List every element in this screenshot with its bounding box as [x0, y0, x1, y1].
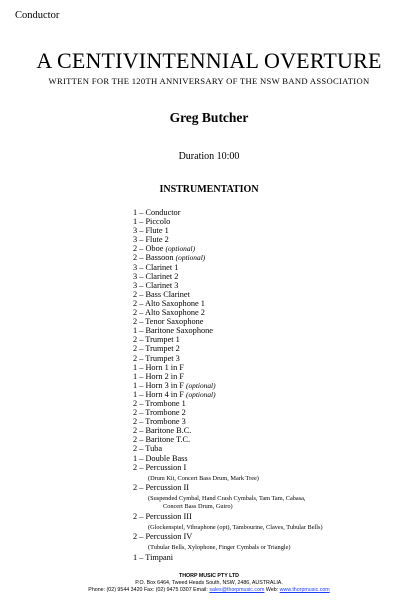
publisher-footer — [0, 573, 418, 594]
instrument-name: 2 – Trumpet 2 — [133, 344, 180, 354]
instrument-name: 2 – Percussion I — [133, 462, 187, 472]
instrument-item — [133, 532, 413, 541]
instrument-item — [133, 308, 413, 317]
instrument-item — [133, 408, 413, 417]
instrument-name: 3 – Clarinet 1 — [133, 262, 179, 272]
instrument-detail — [133, 503, 413, 511]
instrument-name: 2 – Percussion IV — [133, 532, 193, 542]
instrument-detail — [133, 475, 413, 483]
instrument-note: (optional) — [165, 244, 196, 254]
instrument-item — [133, 290, 413, 299]
instrument-name: 2 – Tenor Saxophone — [133, 317, 204, 327]
instrument-detail — [133, 495, 413, 503]
instrument-detail-text: (Tubular Bells, Xylophone, Finger Cymbals or Triangle) — [148, 544, 291, 552]
instrument-item — [133, 399, 413, 408]
instrument-item — [133, 372, 413, 381]
instrument-name: 2 – Trumpet 1 — [133, 335, 180, 345]
instrument-item — [133, 483, 413, 492]
instrument-name: 2 – Trombone 1 — [133, 398, 186, 408]
instrument-name: 2 – Alto Saxophone 2 — [133, 308, 205, 318]
email-link[interactable]: sales@thorpmusic.com — [209, 587, 265, 593]
publisher-address: P.O. Box 6464, Tweed Heads South, NSW, 2486, AUSTRALIA. — [135, 580, 283, 586]
instrument-item — [133, 317, 413, 326]
instrument-name: 1 – Double Bass — [133, 453, 188, 463]
instrument-item — [133, 444, 413, 453]
web-label: Web: — [264, 587, 280, 593]
instrument-name: 3 – Clarinet 3 — [133, 280, 179, 290]
instrument-item — [133, 426, 413, 435]
composer-name: Greg Butcher — [169, 110, 249, 125]
instrument-item — [133, 226, 413, 235]
instrument-name: 2 – Baritone T.C. — [133, 435, 191, 445]
instrumentation-heading: INSTRUMENTATION — [159, 184, 259, 195]
instrument-name: 2 – Bass Clarinet — [133, 289, 190, 299]
instrument-name: 3 – Clarinet 2 — [133, 271, 179, 281]
part-label: Conductor — [15, 10, 60, 21]
instrument-item — [133, 463, 413, 472]
instrument-name: 2 – Trombone 2 — [133, 408, 186, 418]
instrumentation-list — [133, 208, 413, 562]
instrument-item — [133, 208, 413, 217]
contact-text: Phone: (02) 9544 3420 Fax: (02) 9475 0307 Email: — [88, 587, 210, 593]
instrument-note: (optional) — [186, 380, 216, 390]
instrument-name: 2 – Percussion III — [133, 511, 192, 521]
instrument-name: 2 – Percussion II — [133, 483, 189, 493]
instrument-detail-text: (Glockenspiel, Vibraphone (opt), Tambourine, Claves, Tubular Bells) — [148, 523, 323, 531]
instrument-name: 2 – Tuba — [133, 444, 163, 454]
instrument-note: (optional) — [186, 389, 216, 399]
instrument-detail-text: (Drum Kit, Concert Bass Drum, Mark Tree) — [148, 474, 259, 482]
instrument-item — [133, 326, 413, 335]
instrument-item — [133, 244, 413, 253]
instrument-name: 2 – Alto Saxophone 1 — [133, 298, 205, 308]
instrument-name: 2 – Trumpet 3 — [133, 353, 180, 363]
page-subtitle: WRITTEN FOR THE 120TH ANNIVERSARY OF THE NSW BAND ASSOCIATION — [48, 76, 370, 86]
instrument-detail — [133, 524, 413, 532]
instrument-item — [133, 512, 413, 521]
instrument-name: 2 – Baritone B.C. — [133, 426, 192, 436]
instrument-item — [133, 263, 413, 272]
instrument-detail-text: Concert Bass Drum, Guiro) — [163, 503, 233, 510]
instrument-item — [133, 390, 413, 399]
publisher-contact — [0, 587, 418, 594]
publisher-name: THORP MUSIC PTY LTD — [178, 573, 240, 579]
instrument-item — [133, 553, 413, 562]
instrument-item — [133, 299, 413, 308]
instrument-name: 1 – Horn 2 in F — [133, 371, 184, 381]
instrument-item — [133, 381, 413, 390]
instrument-name: 1 – Timpani — [133, 552, 174, 562]
instrument-item — [133, 235, 413, 244]
instrument-item — [133, 272, 413, 281]
instrument-item — [133, 354, 413, 363]
instrument-name: 2 – Oboe — [133, 244, 164, 254]
instrument-name: 3 – Flute 2 — [133, 235, 169, 245]
instrument-name: 2 – Trombone 3 — [133, 417, 186, 427]
instrument-detail — [133, 544, 413, 552]
page-title: A CENTIVINTENNIAL OVERTURE — [36, 48, 382, 73]
instrument-item — [133, 435, 413, 444]
instrument-item — [133, 363, 413, 372]
duration: Duration 10:00 — [178, 151, 240, 162]
instrument-item — [133, 454, 413, 463]
instrument-item — [133, 417, 413, 426]
instrument-item — [133, 281, 413, 290]
website-link[interactable]: www.thorpmusic.com — [279, 587, 330, 593]
instrument-name: 3 – Flute 1 — [133, 226, 169, 236]
instrument-name: 1 – Horn 3 in F — [133, 380, 184, 390]
instrument-item — [133, 253, 413, 262]
instrument-item — [133, 344, 413, 353]
instrument-note: (optional) — [175, 253, 206, 263]
instrument-name: 1 – Piccolo — [133, 217, 171, 227]
instrument-item — [133, 335, 413, 344]
instrument-detail-text: (Suspended Cymbal, Hand Crash Cymbals, Tam Tam, Cabasa, — [148, 495, 306, 503]
instrument-name: 2 – Bassoon — [133, 253, 174, 263]
instrument-name: 1 – Conductor — [133, 208, 181, 217]
instrument-name: 1 – Baritone Saxophone — [133, 326, 213, 336]
instrument-name: 1 – Horn 4 in F — [133, 389, 184, 399]
instrument-name: 1 – Horn 1 in F — [133, 362, 184, 372]
instrument-item — [133, 217, 413, 226]
